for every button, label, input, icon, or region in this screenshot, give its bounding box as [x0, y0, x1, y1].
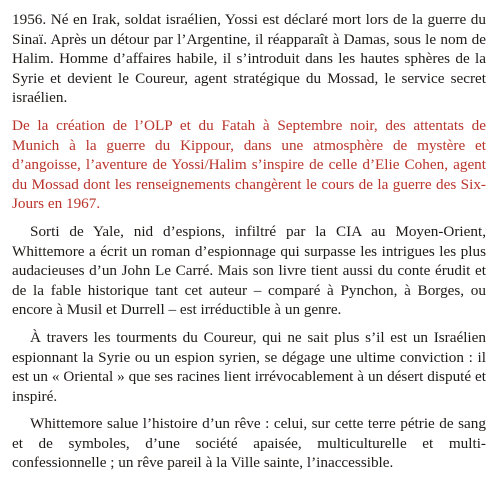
- paragraph-dream: Whittemore salue l’histoire d’un rêve : celui, sur cette terre pétrie de sang et de symboles, d’une société apaisée, multiculturelle et multi-confessionnelle ; un rêve pareil à la Ville sainte, l’inaccessible.: [12, 415, 486, 472]
- paragraph-torment: À travers les tourments du Coureur, qui ne sait plus s’il est un Israélien espionnant la Syrie ou un espion syrien, se dégage une ultime conviction : il est un « Oriental » que ses racines lient irrévocablement à un désert disputé et inspiré.: [12, 328, 486, 405]
- paragraph-historical-context: De la création de l’OLP et du Fatah à Septembre noir, des attentats de Munich à la guerre du Kippour, dans une atmosphère de mystère et d’angoisse, l’aventure de Yossi/Halim s’inspire de celle d’Elie Cohen, agent du Mossad dont les renseignements changèrent le cours de la guerre des Six-Jours en 1967.: [12, 116, 486, 213]
- paragraph-author: Sorti de Yale, nid d’espions, infiltré par la CIA au Moyen-Orient, Whittemore a écrit un roman d’espionnage qui surpasse les intrigues les plus audacieuses d’un John Le Carré. Mais son livre tient aussi du conte érudit et de la fable historique tant cet auteur – comparé à Pynchon, à Borges, ou encore à Musil et Durrell – est irréductible à un genre.: [12, 222, 486, 319]
- paragraph-intro: 1956. Né en Irak, soldat israélien, Yossi est déclaré mort lors de la guerre du Sinaï. Après un détour par l’Argentine, il réapparaît à Damas, sous le nom de Halim. Homme d’affaires habile, il s’introduit dans les hautes sphères de la Syrie et devient le Coureur, agent stratégique du Mossad, le service secret israélien.: [12, 11, 486, 107]
